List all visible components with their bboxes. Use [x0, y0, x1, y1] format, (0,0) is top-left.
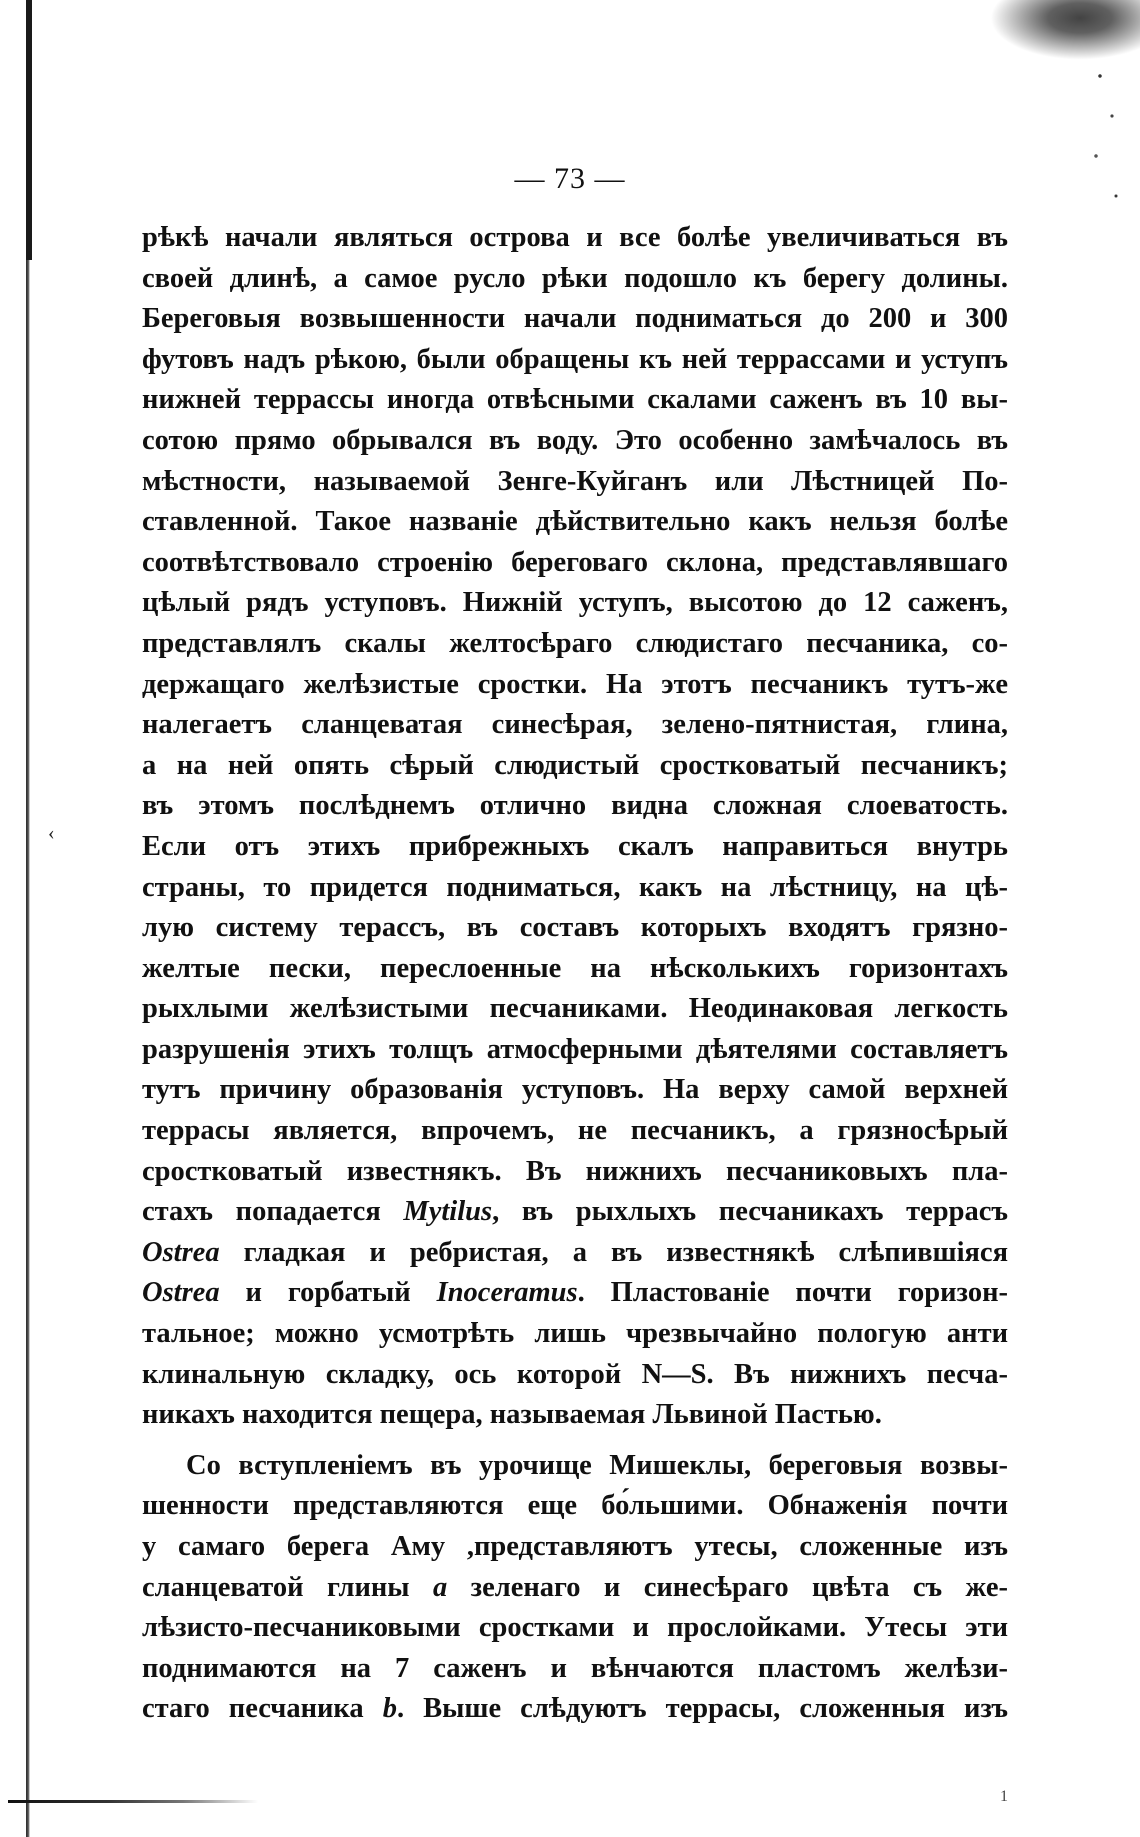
text-line: Если отъ этихъ прибрежныхъ скалъ направиться внутрь — [142, 830, 1008, 862]
text-line: держащаго желѣзистые сростки. На этотъ песчаникъ тутъ-же — [142, 668, 1008, 700]
text-line: рыхлыми желѣзистыми песчаниками. Неодинаковая легкость — [142, 993, 1008, 1025]
text-run: , въ рыхлыхъ песчаникахъ террасъ — [492, 1196, 1008, 1228]
signature-mark: 1 — [1000, 1788, 1008, 1805]
page-number: — 73 — — [514, 162, 626, 195]
text-run: . Выше слѣдуютъ террасы, сложенныя изъ — [396, 1693, 1008, 1725]
genus-name: Ostrea — [142, 1236, 220, 1268]
text-run: . Пластованіе почти горизон- — [577, 1277, 1008, 1309]
text-line — [142, 1689, 1008, 1730]
text-line: налегаетъ сланцеватая синесѣрая, зелено-пятнистая, глина, — [142, 709, 1008, 741]
binding-shadow-line — [26, 0, 30, 1837]
text-line: ставленной. Такое названіе дѣйствительно какъ нельзя болѣе — [142, 506, 1008, 538]
text-line: у самаго берега Аму ,представляютъ утесы, сложенные изъ — [142, 1531, 1008, 1562]
text-line: Береговыя возвышенности начали подниматься до 200 и 300 — [142, 303, 1008, 335]
text-line: рѣкѣ начали являться острова и все болѣе увеличиваться въ — [142, 222, 1008, 253]
text-run: зеленаго и синесѣраго цвѣта съ же- — [447, 1571, 1008, 1603]
text-line: клинальную складку, ось которой N—S. Въ нижнихъ песча- — [142, 1358, 1008, 1390]
text-run: и горбатый — [219, 1277, 437, 1309]
text-line: террасы является, впрочемъ, не песчаникъ, а грязносѣрый — [142, 1115, 1008, 1147]
text-line — [142, 1568, 1008, 1609]
text-line: цѣлый рядъ уступовъ. Нижній уступъ, высотою до 12 саженъ, — [142, 587, 1008, 619]
text-line — [142, 1233, 1008, 1274]
text-line — [142, 1273, 1008, 1314]
scan-smudge-top-right — [990, 0, 1140, 60]
text-line: соотвѣтствовало строенію береговаго склона, представлявшаго — [142, 546, 1008, 578]
text-line: тальное; можно усмотрѣть лишь чрезвычайно пологую анти — [142, 1318, 1008, 1350]
text-run: стаго песчаника — [142, 1693, 383, 1725]
text-line: своей длинѣ, а самое русло рѣки подошло къ берегу долины. — [142, 262, 1008, 294]
binding-shadow-line-upper — [26, 0, 32, 260]
text-line: а на ней опять сѣрый слюдистый сростковатый песчаникъ; — [142, 749, 1008, 781]
text-run: стахъ попадается — [142, 1196, 404, 1228]
text-line — [142, 1192, 1008, 1233]
text-line: поднимаются на 7 саженъ и вѣнчаются пластомъ желѣзи- — [142, 1652, 1008, 1684]
body-text — [142, 218, 1008, 1730]
text-line: шенности представляются еще бо́льшими. Обнаженія почти — [142, 1490, 1008, 1522]
text-line: лую систему терассъ, въ составъ которыхъ входятъ грязно- — [142, 912, 1008, 944]
layer-label: a — [432, 1571, 448, 1603]
text-line: желтые пески, переслоенные на нѣсколькихъ горизонтахъ — [142, 952, 1008, 984]
bottom-rule — [8, 1800, 258, 1803]
text-line: разрушенія этихъ толщъ атмосферными дѣятелями составляетъ — [142, 1033, 1008, 1065]
layer-label: b — [382, 1693, 397, 1725]
text-line: мѣстности, называемой Зенге-Куйганъ или Лѣстницей По- — [142, 465, 1008, 497]
text-run: гладкая и ребристая, а въ известнякѣ слѣпившіяся — [219, 1236, 1008, 1268]
genus-name: Mytilus — [403, 1196, 493, 1228]
text-line: никахъ находится пещера, называемая Львиной Пастью. — [142, 1399, 882, 1431]
margin-mark: ‹ — [48, 822, 55, 844]
text-line: тутъ причину образованія уступовъ. На верху самой верхней — [142, 1074, 1008, 1106]
text-run: сланцеватой глины — [142, 1571, 433, 1603]
genus-name: Inoceramus — [436, 1277, 578, 1309]
text-line: сростковатый известнякъ. Въ нижнихъ песчаниковыхъ пла- — [142, 1155, 1008, 1187]
text-line: лѣзисто-песчаниковыми сростками и прослойками. Утесы эти — [142, 1612, 1008, 1644]
text-line: Со вступленіемъ въ урочище Мишеклы, береговыя возвы- — [186, 1449, 1008, 1481]
text-line: нижней террассы иногда отвѣсными скалами саженъ въ 10 вы- — [142, 384, 1008, 416]
text-line: футовъ надъ рѣкою, были обращены къ ней террассами и уступъ — [142, 343, 1008, 375]
text-line: въ этомъ послѣднемъ отлично видна сложная слоеватость. — [142, 790, 1008, 822]
text-line: сотою прямо обрывался въ воду. Это особенно замѣчалось въ — [142, 424, 1008, 456]
text-line: страны, то придется подниматься, какъ на лѣстницу, на цѣ- — [142, 871, 1008, 903]
genus-name: Ostrea — [142, 1277, 220, 1309]
scan-specks-right — [1088, 60, 1128, 220]
text-line: представлялъ скалы желтосѣраго слюдистаго песчаника, со- — [142, 627, 1008, 659]
